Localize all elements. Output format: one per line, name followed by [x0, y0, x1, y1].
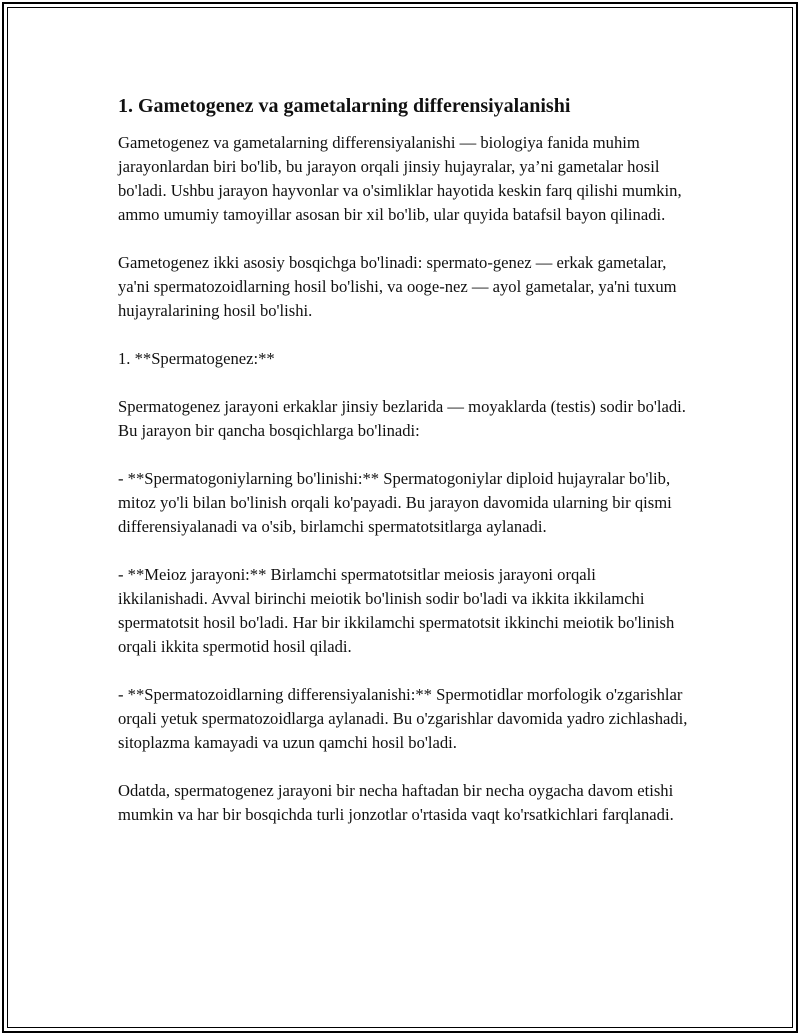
paragraph-intro: Gametogenez va gametalarning differensiyalanishi — biologiya fanida muhim jarayonlardan biri bo'lib, bu jarayon orqali jinsiy hujayralar, ya’ni gametalar hosil bo'ladi. Ushbu jarayon hayvonlar va o'simliklar hayotida keskin farq qilishi mumkin, ammo umumiy tamoyillar asosan bir xil bo'lib, ular quyida batafsil bayon qilinadi. — [118, 133, 682, 224]
document-body — [118, 92, 688, 851]
section-heading-spermatogenesis: 1. **Spermatogenez:** — [118, 349, 275, 368]
list-item-spermatogonia-division: - **Spermatogoniylarning bo'linishi:** Spermatogoniylar diploid hujayralar bo'lib, mitoz yo'li bilan bo'linish orqali ko'payadi. Bu jarayon davomida ularning bir qismi differensiyalanadi va o'sib, birlamchi spermatotsitlarga aylanadi. — [118, 469, 672, 536]
list-item-spermatozoa-differentiation: - **Spermatozoidlarning differensiyalanishi:** Spermotidlar morfologik o'zgarishlar orqali yetuk spermatozoidlarga aylanadi. Bu o'zgarishlar davomida yadro zichlashadi, sitoplazma kamayadi va uzun qamchi hosil bo'ladi. — [118, 685, 688, 752]
paragraph-duration: Odatda, spermatogenez jarayoni bir necha haftadan bir necha oygacha davom etishi mumkin va har bir bosqichda turli jonzotlar o'rtasida vaqt ko'rsatkichlari farqlanadi. — [118, 781, 674, 824]
document-title: 1. Gametogenez va gametalarning differensiyalanishi — [118, 95, 571, 117]
list-item-meiosis: - **Meioz jarayoni:** Birlamchi spermatotsitlar meiosis jarayoni orqali ikkilanishadi. Avval birinchi meiotik bo'linish sodir bo'ladi va ikkita ikkilamchi spermatotsit hosil bo'ladi. Har bir ikkilamchi spermatotsit ikkinchi meiotik bo'linish orqali ikkita spermotid hosil qiladi. — [118, 565, 675, 656]
paragraph-spermatogenesis-overview: Spermatogenez jarayoni erkaklar jinsiy bezlarida — moyaklarda (testis) sodir bo'ladi. Bu jarayon bir qancha bosqichlarga bo'linadi: — [118, 397, 686, 440]
paragraph-stages: Gametogenez ikki asosiy bosqichga bo'linadi: spermato-genez — erkak gametalar, ya'ni spermatozoidlarning hosil bo'lishi, va ooge-nez — ayol gametalar, ya'ni tuxum hujayralarining hosil bo'lishi. — [118, 253, 677, 320]
